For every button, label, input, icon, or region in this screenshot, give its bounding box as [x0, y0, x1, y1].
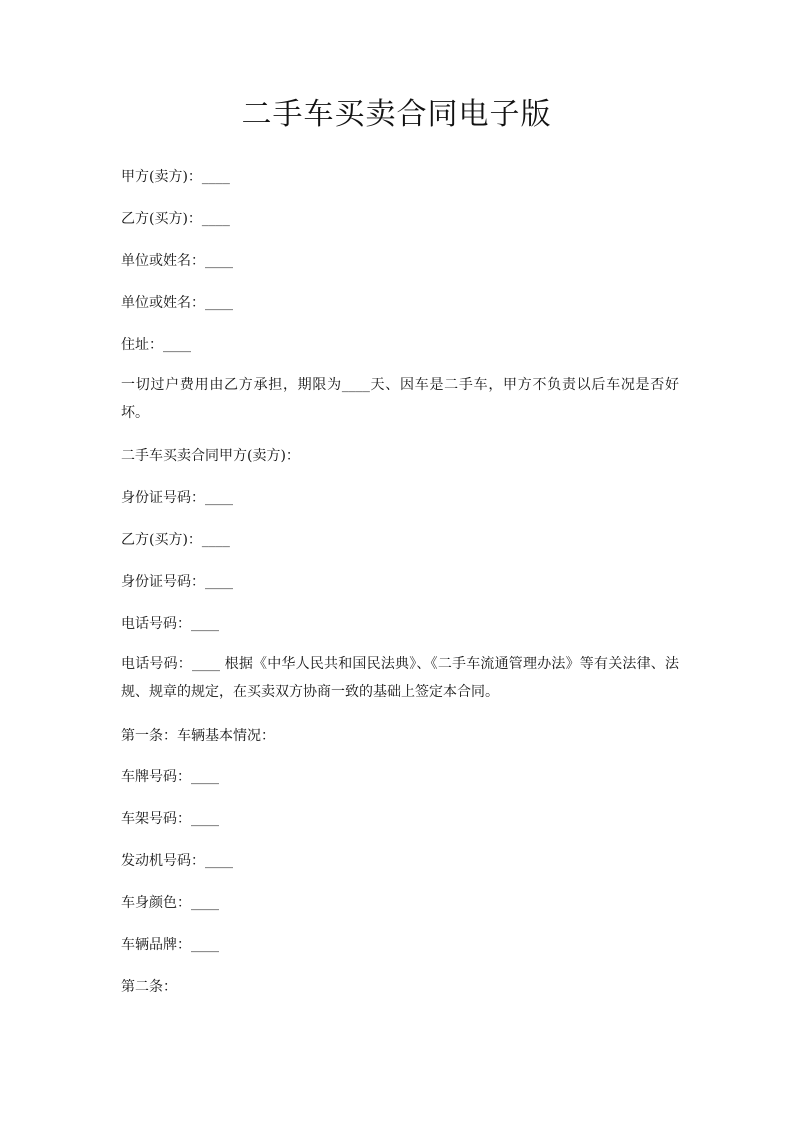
vin-number-line: 车架号码：____ — [121, 811, 219, 827]
phone-number-line-1: 电话号码：____ — [121, 616, 219, 632]
buyer-party-line: 乙方(买方)：____ — [121, 211, 230, 227]
unit-or-name-line-2: 单位或姓名：____ — [121, 295, 233, 311]
seller-id-number-line: 身份证号码：____ — [121, 490, 233, 506]
article-one-heading: 第一条：车辆基本情况： — [121, 728, 275, 744]
engine-number-line: 发动机号码：____ — [121, 853, 233, 869]
document-title: 二手车买卖合同电子版 — [241, 97, 552, 132]
address-line: 住址：____ — [121, 337, 191, 353]
buyer-party-line-2: 乙方(买方)：____ — [121, 532, 230, 548]
body-color-line: 车身颜色：____ — [121, 895, 219, 911]
buyer-id-number-line: 身份证号码：____ — [121, 574, 233, 590]
unit-or-name-line-1: 单位或姓名：____ — [121, 253, 233, 269]
seller-party-line: 甲方(卖方)：____ — [121, 169, 230, 185]
contract-seller-heading: 二手车买卖合同甲方(卖方)： — [121, 448, 300, 464]
plate-number-line: 车牌号码：____ — [121, 769, 219, 785]
vehicle-brand-line: 车辆品牌：____ — [121, 937, 219, 953]
article-two-heading: 第二条： — [121, 979, 177, 995]
legal-basis-paragraph: 电话号码：____ 根据《中华人民共和国民法典》、《二手车流通管理办法》等有关法律、法 规、规章的规定，在买卖双方协商一致的基础上签定本合同。 — [121, 656, 679, 700]
transfer-fee-paragraph: 一切过户费用由乙方承担，期限为____天、因车是二手车，甲方不负责以后车况是否好坏。 — [121, 377, 679, 421]
